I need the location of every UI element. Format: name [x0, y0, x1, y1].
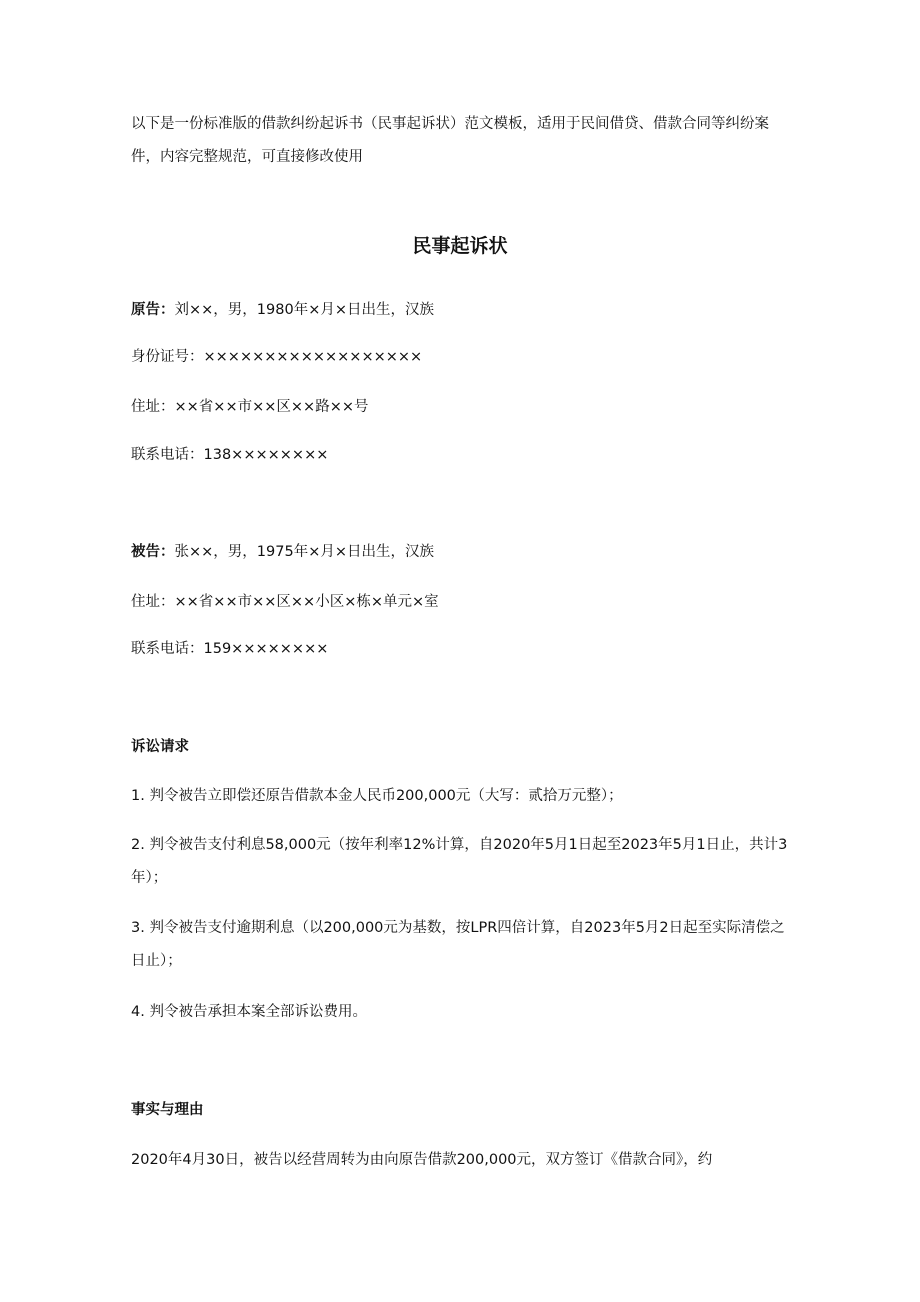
defendant-address: 住址：××省××市××区××小区×栋×单元×室 — [131, 594, 439, 610]
plaintiff-label: 原告： — [131, 302, 175, 318]
claim-item: 3. 判令被告支付逾期利息（以200,000元为基数，按LPR四倍计算，自2023年5月2日起至实际清偿之日止）； — [131, 920, 785, 969]
claim-item: 2. 判令被告支付利息58,000元（按年利率12%计算，自2020年5月1日起至2023年5月1日止，共计3年）； — [131, 837, 788, 886]
plaintiff-info — [131, 294, 793, 327]
claim-item: 1. 判令被告立即偿还原告借款本金人民币200,000元（大写：贰拾万元整）； — [131, 788, 623, 804]
claim-item: 4. 判令被告承担本案全部诉讼费用。 — [131, 1004, 367, 1020]
plaintiff-details: 刘××，男，1980年×月×日出生，汉族 — [174, 302, 434, 318]
defendant-info — [131, 536, 793, 569]
document-title: 民事起诉状 — [412, 235, 508, 257]
facts-heading: 事实与理由 — [131, 1102, 204, 1118]
defendant-details: 张××，男，1975年×月×日出生，汉族 — [174, 544, 434, 560]
defendant-label: 被告： — [131, 544, 175, 560]
defendant-phone: 联系电话：159×××××××× — [131, 641, 329, 657]
plaintiff-id: 身份证号：×××××××××××××××××× — [131, 349, 423, 365]
claims-heading: 诉讼请求 — [131, 739, 189, 755]
intro-paragraph: 以下是一份标准版的借款纠纷起诉书（民事起诉状）范文模板，适用于民间借贷、借款合同等纠纷案件，内容完整规范，可直接修改使用 — [131, 116, 769, 165]
plaintiff-phone: 联系电话：138×××××××× — [131, 447, 329, 463]
plaintiff-address: 住址：××省××市××区××路××号 — [131, 399, 369, 415]
facts-paragraph: 2020年4月30日，被告以经营周转为由向原告借款200,000元，双方签订《借款合同》，约 — [131, 1152, 713, 1168]
